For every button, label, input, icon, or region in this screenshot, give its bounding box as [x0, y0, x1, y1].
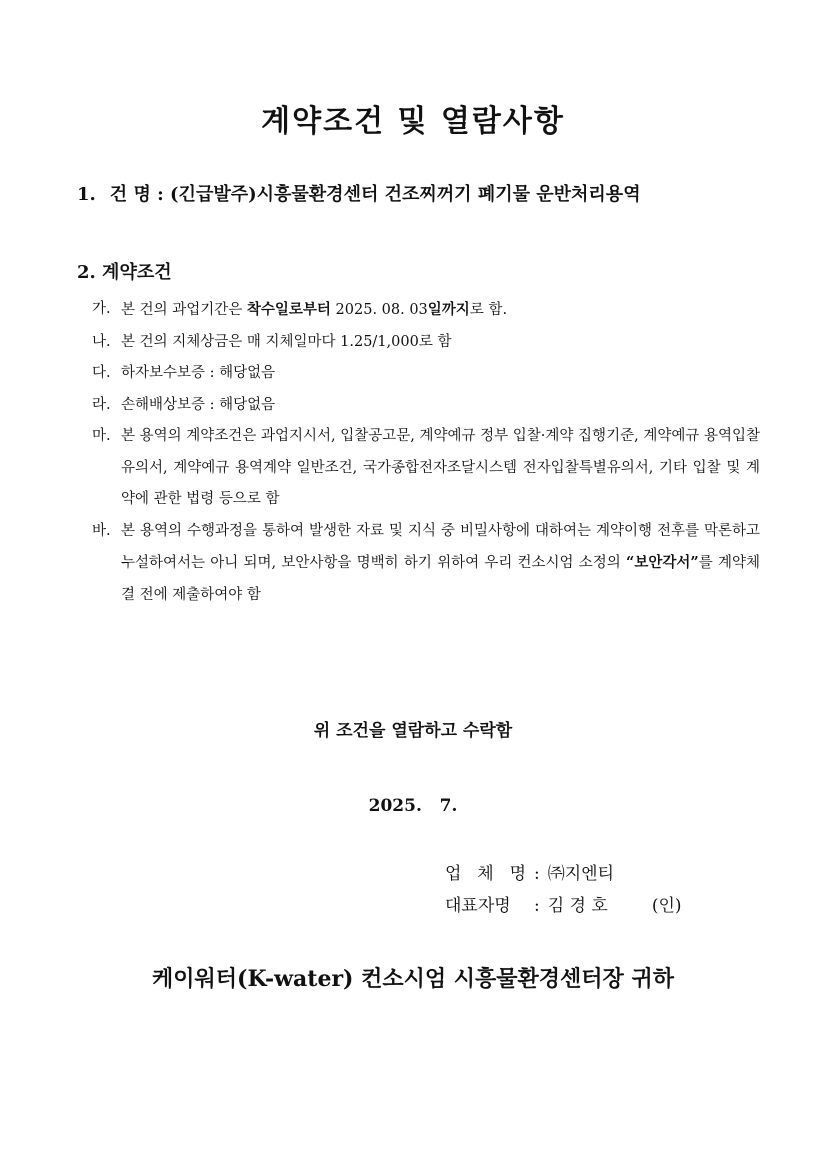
condition-text: 본 용역의 수행과정을 통하여 발생한 자료 및 지식 중 비밀사항에 대하여는 계약이행 전후를 막론하고 누설하여서는 아니 되며, 보안사항을 명백히 하기 위하여 우리 컨소시엄 소정의	[121, 522, 760, 571]
company-label: 업 체 명	[445, 864, 526, 884]
representative-value: 김 경 호	[547, 896, 608, 916]
condition-na	[92, 327, 760, 359]
condition-text: 를 계약체결 전에 제출하여야 함	[121, 555, 760, 603]
document-date: 2025. 7.	[368, 796, 458, 816]
condition-marker: 바.	[92, 522, 111, 539]
condition-text: 본 용역의 계약조건은 과업지시서, 입찰공고문, 계약예규 정부 입찰·계약 집행기준, 계약예규 용역입찰유의서, 계약예규 용역계약 일반조건, 국가종합전자조달시스템 전자입찰특별유의서, 기타 입찰 및 계약에 관한 법령 등으로 함	[121, 428, 760, 507]
condition-marker: 나.	[92, 333, 111, 350]
condition-marker: 가.	[92, 301, 111, 317]
colon: :	[534, 864, 540, 884]
condition-text: 손해배상보증 : 해당없음	[121, 396, 276, 413]
condition-text: 로 함.	[469, 302, 508, 318]
condition-emphasis: 착수일로부터	[246, 301, 331, 318]
condition-emphasis: 일까지	[427, 301, 470, 318]
condition-marker: 라.	[92, 396, 111, 413]
item-1-contract-name	[77, 180, 797, 206]
addressee: 케이워터(K-water) 컨소시엄 시흥물환경센터장 귀하	[152, 966, 674, 992]
company-row	[445, 858, 682, 890]
condition-text: 본 건의 지체상금은 매 지체일마다 1.25/1,000로 함	[121, 333, 452, 350]
item-1-number: 1.	[77, 184, 96, 205]
condition-ra	[92, 390, 760, 422]
conditions-list	[92, 294, 760, 611]
document-title: 계약조건 및 열람사항	[261, 104, 565, 139]
condition-date: 2025. 08. 03	[330, 302, 428, 318]
item-1-value: (긴급발주)시흥물환경센터 건조찌꺼기 폐기물 운반처리용역	[170, 184, 641, 205]
condition-text: 하자보수보증 : 해당없음	[121, 365, 276, 381]
condition-ma	[92, 421, 760, 516]
acceptance-statement: 위 조건을 열람하고 수락함	[313, 721, 513, 741]
condition-marker: 마.	[92, 428, 111, 444]
condition-ba	[92, 516, 760, 612]
condition-ga	[92, 294, 760, 327]
security-pledge: “보안각서”	[626, 554, 699, 571]
item-1-label: 건 명 :	[109, 184, 164, 205]
colon: :	[534, 896, 540, 916]
company-value: ㈜지엔티	[547, 864, 615, 884]
section-2-heading: 2. 계약조건	[77, 262, 172, 283]
condition-marker: 다.	[92, 365, 111, 381]
representative-label: 대표자명	[445, 896, 511, 916]
representative-row	[445, 890, 682, 922]
signature-block	[445, 858, 682, 922]
condition-text: 본 건의 과업기간은	[121, 302, 247, 318]
seal-mark: (인)	[651, 896, 682, 916]
condition-da	[92, 358, 760, 390]
